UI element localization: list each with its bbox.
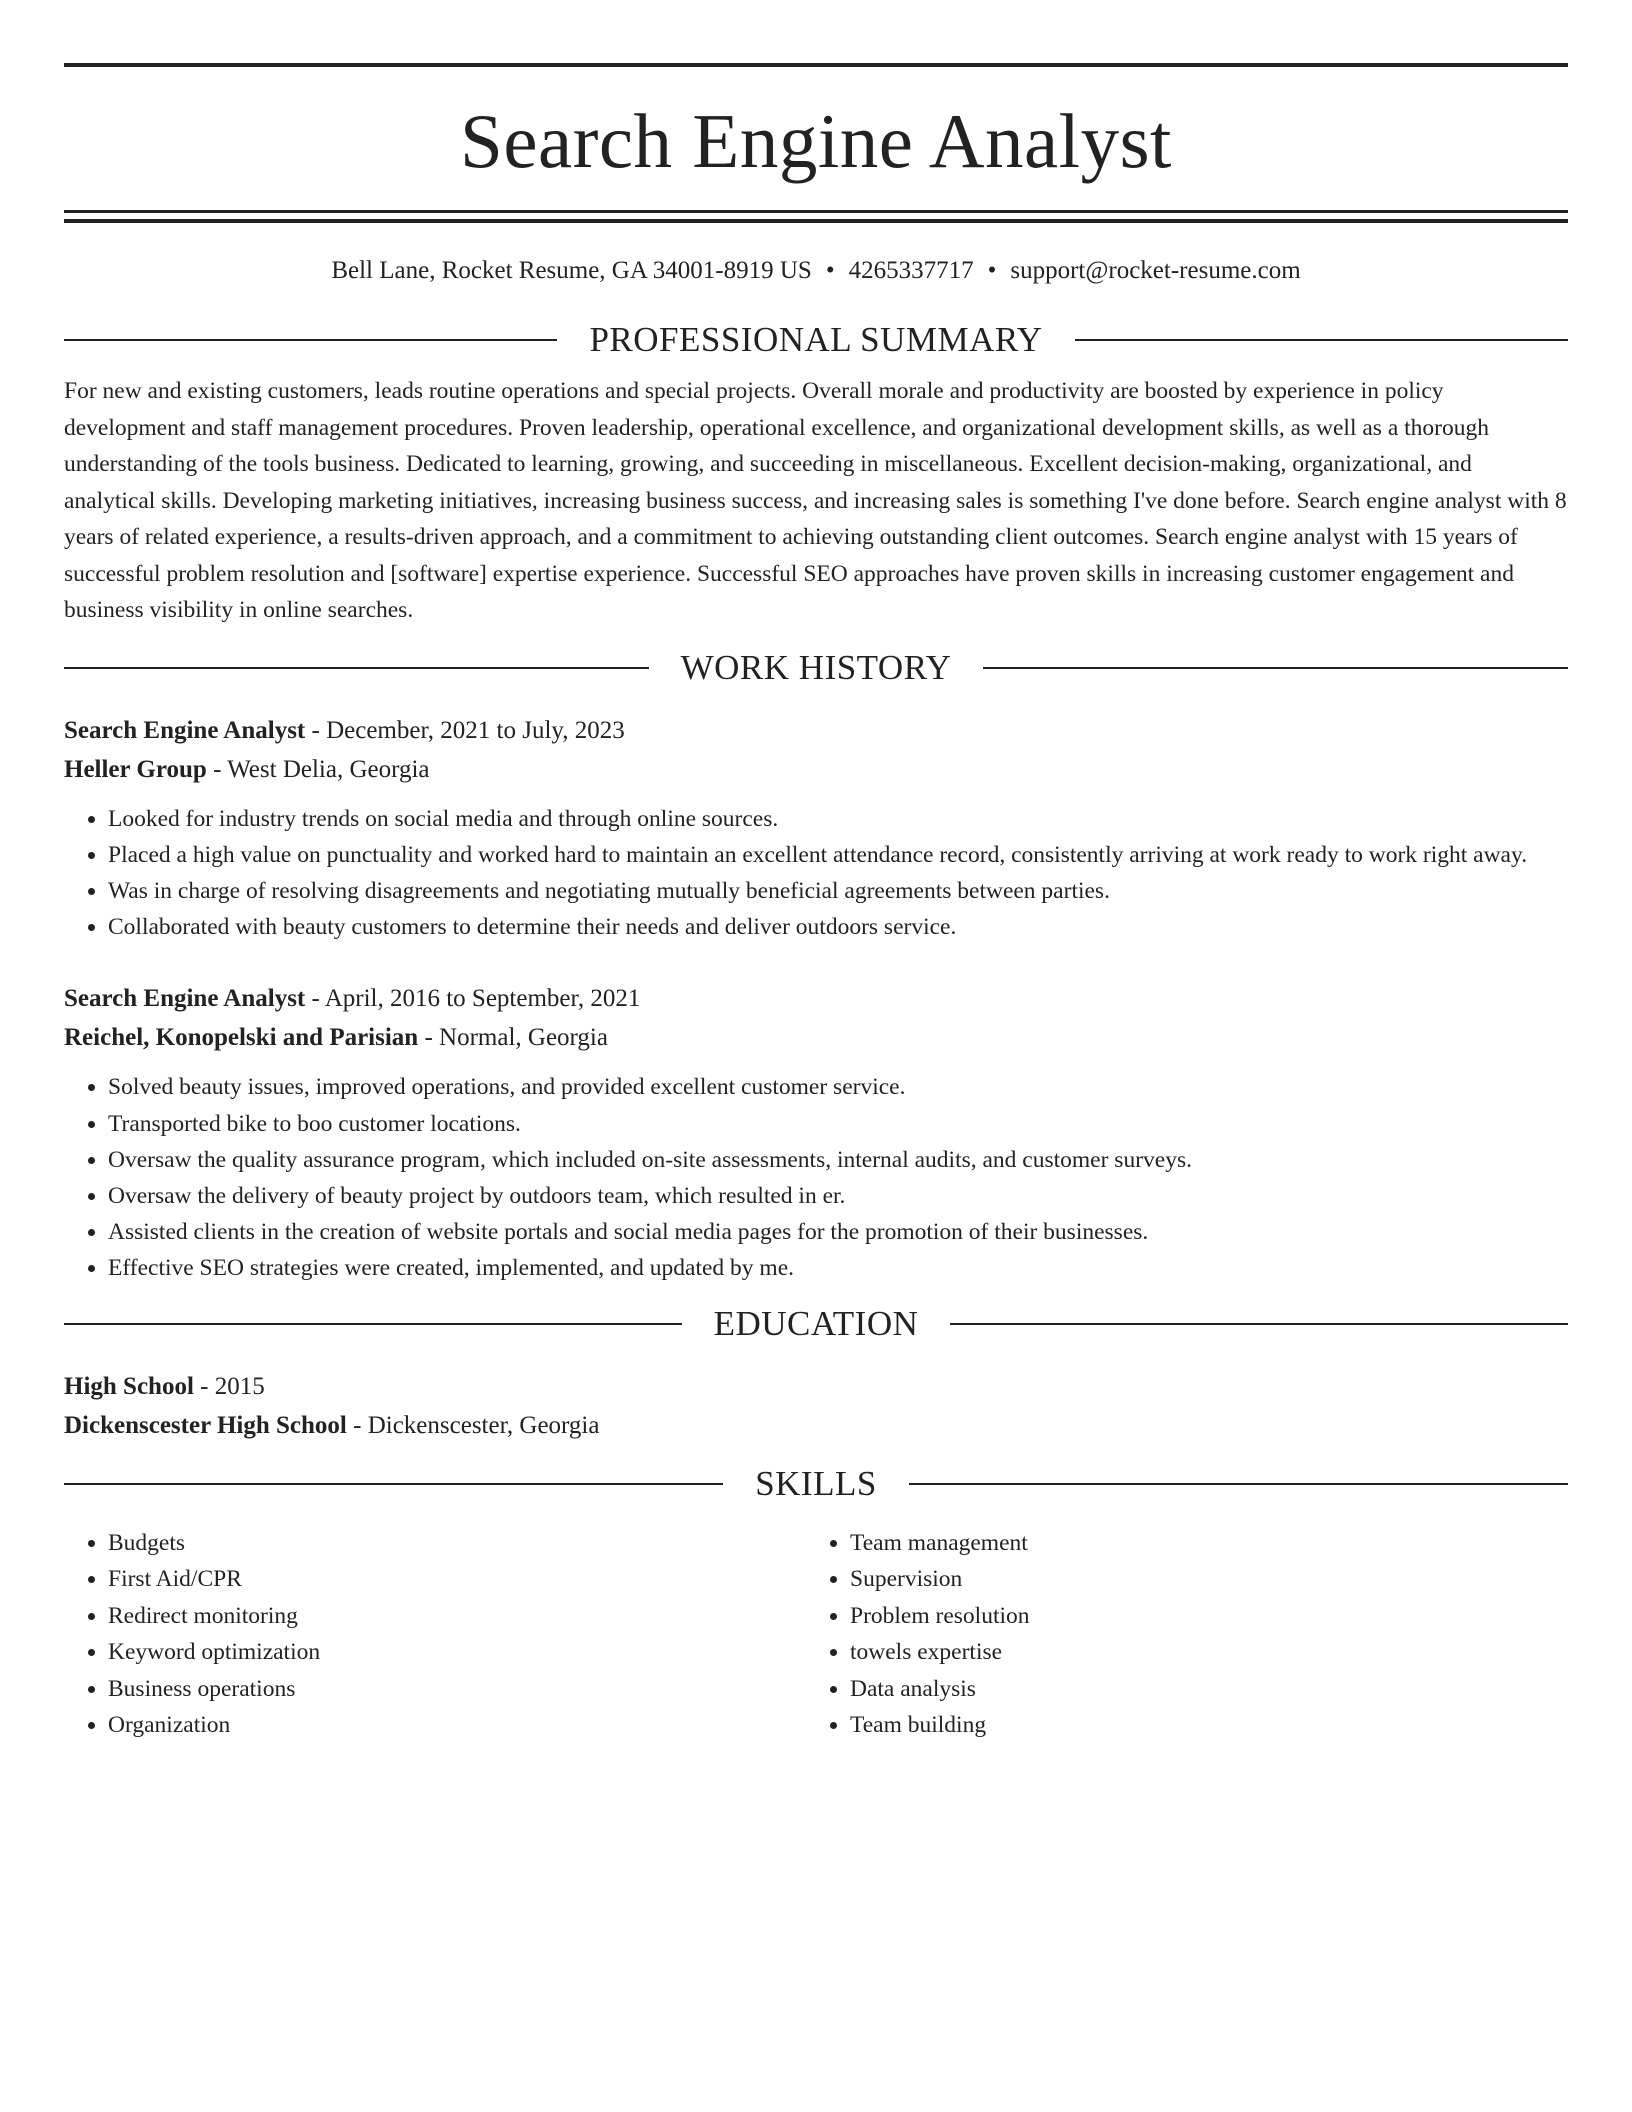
heading-rule — [64, 339, 557, 341]
job-location: - West Delia, Georgia — [206, 755, 430, 783]
job-bullet-list — [64, 1069, 1568, 1286]
heading-rule — [64, 667, 649, 669]
contact-address: Bell Lane, Rocket Resume, GA 34001-8919 US — [331, 257, 812, 284]
job-bullet: • Oversaw the quality assurance program, which included on-site assessments, internal audits, and customer surveys. — [108, 1142, 1568, 1178]
skills-right-list — [806, 1525, 1548, 1744]
summary-text: For new and existing customers, leads routine operations and special projects. Overall morale and productivity are boosted by experience in policy development and staff management procedures. Proven leadership, operational excellence, and organizational development skills, as well as a thorough understanding of the tools business. Dedicated to learning, growing, and succeeding in miscellaneous. Excellent decision-making, organizational, and analytical skills. Developing marketing initiatives, increasing business success, and increasing sales is something I've done before. Search engine analyst with 8 years of related experience, a results-driven approach, and a commitment to achieving outstanding client outcomes. Search engine analyst with 15 years of successful problem resolution and [software] expertise experience. Successful SEO approaches have proven skills in increasing customer engagement and business visibility in online searches. — [64, 378, 1567, 623]
contact-phone: 4265337717 — [848, 257, 974, 284]
contact-separator: • — [987, 257, 997, 284]
skill-item: • Keyword optimization — [108, 1634, 806, 1671]
education-entry — [64, 1367, 1568, 1445]
job-bullet: • Effective SEO strategies were created, implemented, and updated by me. — [108, 1250, 1568, 1286]
education-degree-line — [64, 1367, 1568, 1406]
skill-item: • Organization — [108, 1707, 806, 1744]
skill-item: • Problem resolution — [850, 1598, 1548, 1635]
job-role-line — [64, 979, 1568, 1018]
skill-item: • Team management — [850, 1525, 1548, 1562]
job-entry — [64, 979, 1568, 1286]
job-list — [64, 711, 1568, 1287]
skill-item: • Redirect monitoring — [108, 1598, 806, 1635]
section-title: EDUCATION — [713, 1303, 919, 1343]
heading-rule — [983, 667, 1568, 669]
job-location: - Normal, Georgia — [418, 1024, 608, 1052]
heading-rule — [64, 1483, 723, 1485]
heading-rule — [909, 1483, 1568, 1485]
job-bullet: • Placed a high value on punctuality and worked hard to maintain an excellent attendance record, consistently arriving at work ready to work right away. — [108, 837, 1568, 873]
education-location: - Dickenscester, Georgia — [346, 1411, 600, 1439]
job-company-line — [64, 750, 1568, 789]
job-company: Heller Group — [64, 755, 207, 783]
skill-item: • Business operations — [108, 1671, 806, 1708]
job-role: Search Engine Analyst — [64, 985, 306, 1013]
job-dates: - December, 2021 to July, 2023 — [305, 716, 625, 744]
section-heading-summary — [64, 319, 1568, 361]
education-year: - 2015 — [193, 1372, 265, 1400]
section-heading-education — [64, 1303, 1568, 1345]
contact-email: support@rocket-resume.com — [1010, 257, 1301, 284]
skill-item: • First Aid/CPR — [108, 1561, 806, 1598]
job-bullet: • Was in charge of resolving disagreements and negotiating mutually beneficial agreements between parties. — [108, 873, 1568, 909]
job-role-line — [64, 711, 1568, 750]
double-rule — [64, 210, 1568, 223]
skills-columns — [64, 1525, 1568, 1744]
section-title: SKILLS — [755, 1463, 877, 1503]
job-bullet: • Transported bike to boo customer locations. — [108, 1106, 1568, 1142]
job-entry — [64, 711, 1568, 946]
education-degree: High School — [64, 1372, 194, 1400]
job-role: Search Engine Analyst — [64, 716, 306, 744]
job-bullet-list — [64, 801, 1568, 946]
skill-item: • Data analysis — [850, 1671, 1548, 1708]
job-bullet: • Collaborated with beauty customers to determine their needs and deliver outdoors service. — [108, 909, 1568, 945]
skill-item: • Budgets — [108, 1525, 806, 1562]
skill-item: • Team building — [850, 1707, 1548, 1744]
job-company-line — [64, 1018, 1568, 1057]
job-bullet: • Solved beauty issues, improved operations, and provided excellent customer service. — [108, 1069, 1568, 1105]
job-dates: - April, 2016 to September, 2021 — [305, 985, 641, 1013]
contact-line — [64, 257, 1568, 285]
section-title: WORK HISTORY — [680, 647, 952, 687]
job-company: Reichel, Konopelski and Parisian — [64, 1024, 419, 1052]
heading-rule — [950, 1323, 1568, 1325]
job-bullet: • Assisted clients in the creation of website portals and social media pages for the promotion of their businesses. — [108, 1214, 1568, 1250]
job-bullet: • Oversaw the delivery of beauty project by outdoors team, which resulted in er. — [108, 1178, 1568, 1214]
skill-item: • towels expertise — [850, 1634, 1548, 1671]
contact-separator: • — [825, 257, 835, 284]
top-rule — [64, 63, 1568, 67]
resume-page — [64, 63, 1568, 1744]
skills-left-list — [64, 1525, 806, 1744]
heading-rule — [1075, 339, 1568, 341]
education-school: Dickenscester High School — [64, 1411, 347, 1439]
section-heading-skills — [64, 1463, 1568, 1505]
job-bullet: • Looked for industry trends on social media and through online sources. — [108, 801, 1568, 837]
section-heading-work — [64, 647, 1568, 689]
education-school-line — [64, 1406, 1568, 1445]
resume-name: Search Engine Analyst — [460, 98, 1172, 184]
skill-item: • Supervision — [850, 1561, 1548, 1598]
section-title: PROFESSIONAL SUMMARY — [589, 320, 1043, 359]
heading-rule — [64, 1323, 682, 1325]
